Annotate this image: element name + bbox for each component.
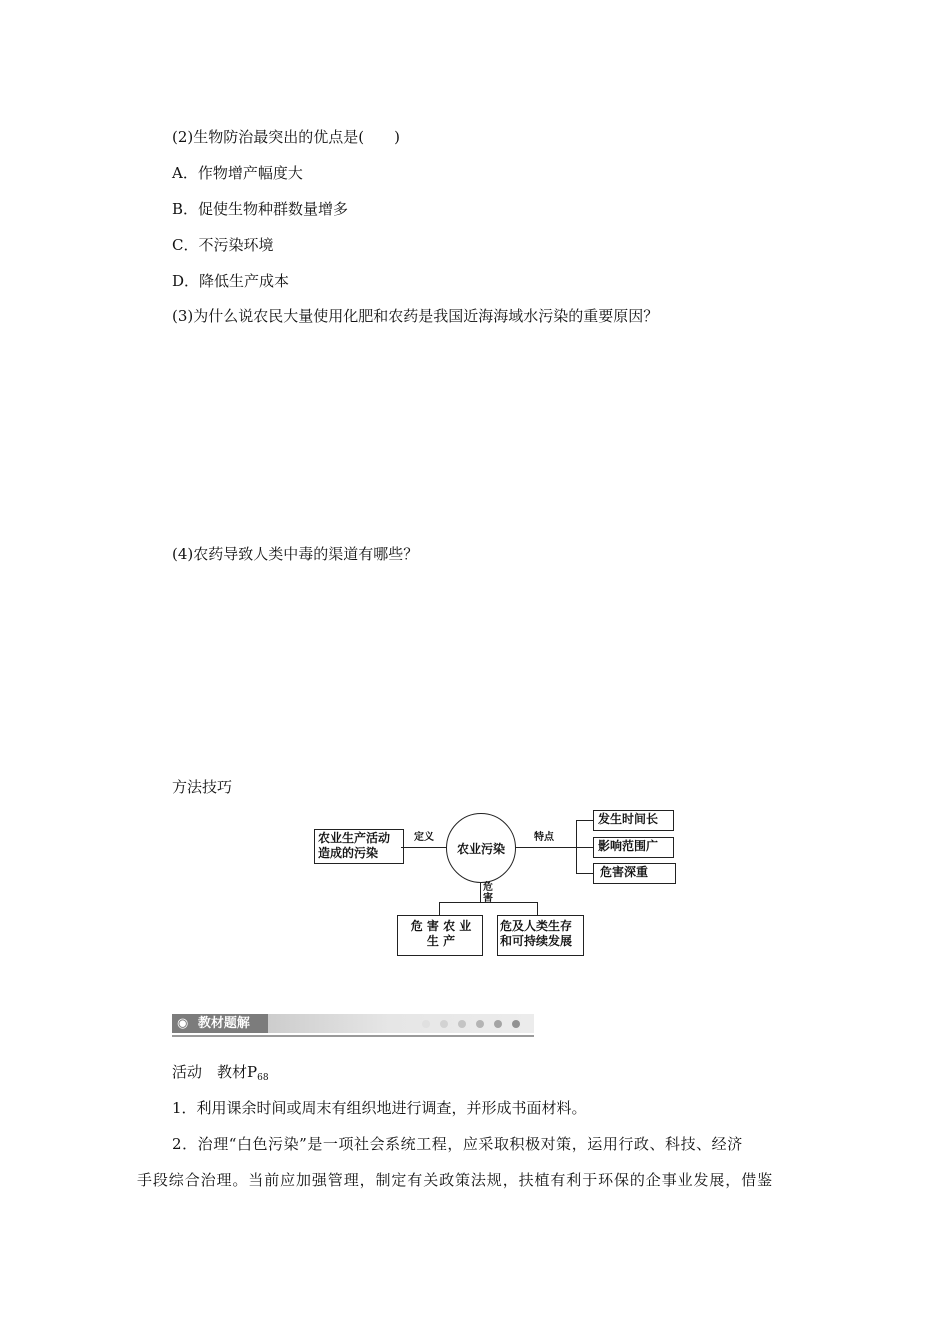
method-title: 方法技巧	[172, 778, 233, 796]
definition-label: 定义	[414, 832, 434, 843]
harm-box-1-line-2: 生 产	[426, 934, 456, 948]
banner-underline	[172, 1035, 534, 1037]
features-connector	[515, 847, 576, 848]
option-b: B．促使生物种群数量增多	[172, 200, 349, 218]
definition-box	[314, 829, 404, 864]
harm-connector	[480, 882, 481, 902]
question-2: (2)生物防治最突出的优点是( )	[172, 128, 400, 146]
section-title: 教材题解	[197, 1016, 250, 1031]
option-a: A．作物增产幅度大	[172, 164, 303, 182]
definition-line-1: 农业生产活动	[318, 831, 391, 845]
feature-tick-3	[576, 873, 593, 874]
harm-box-2-line-2: 和可持续发展	[500, 934, 573, 948]
banner-dot	[422, 1020, 430, 1028]
question-3: (3)为什么说农民大量使用化肥和农药是我国近海海域水污染的重要原因？	[172, 307, 659, 325]
banner-dot	[494, 1020, 502, 1028]
harm-label-1: 危	[483, 882, 493, 893]
banner-dot	[458, 1020, 466, 1028]
activity-page-number: 68	[257, 1073, 269, 1083]
feature-box-3: 危害深重	[593, 863, 676, 884]
question-4: (4)农药导致人类中毒的渠道有哪些？	[172, 545, 419, 563]
option-c: C．不污染环境	[172, 236, 274, 254]
definition-line-2: 造成的污染	[318, 846, 379, 860]
feature-tick-1	[576, 820, 593, 821]
target-icon: ◉	[177, 1016, 189, 1031]
harm-drop-2	[537, 902, 538, 915]
center-node: 农业污染	[446, 813, 516, 883]
feature-box-1: 发生时间长	[593, 810, 674, 831]
banner-dot	[440, 1020, 448, 1028]
definition-connector	[401, 847, 446, 848]
activity-item-2-continued: 手段综合治理。当前应加强管理，制定有关政策法规，扶植有利于环保的企事业发展，借鉴	[137, 1171, 774, 1189]
harm-box-1	[397, 915, 483, 956]
harm-box-2	[497, 915, 584, 956]
harm-branch	[439, 902, 537, 903]
section-banner	[172, 1014, 534, 1033]
harm-box-2-line-1: 危及人类生存	[500, 919, 573, 933]
harm-box-1-line-1: 危 害 农 业	[410, 919, 472, 933]
harm-label-2: 害	[483, 893, 493, 904]
feature-tick-2	[576, 847, 593, 848]
activity-title	[172, 1062, 269, 1088]
feature-box-2: 影响范围广	[593, 837, 674, 858]
banner-dot	[476, 1020, 484, 1028]
section-banner-head	[172, 1014, 268, 1033]
activity-item-1: 1．利用课余时间或周末有组织地进行调查，并形成书面材料。	[172, 1099, 587, 1117]
activity-title-text: 活动 教材P	[172, 1063, 258, 1081]
harm-label	[483, 882, 493, 904]
features-label: 特点	[534, 832, 554, 843]
harm-drop-1	[439, 902, 440, 915]
banner-dot	[512, 1020, 520, 1028]
activity-item-2: 2．治理“白色污染”是一项社会系统工程，应采取积极对策，运用行政、科技、经济	[172, 1135, 743, 1153]
option-d: D．降低生产成本	[172, 272, 290, 290]
